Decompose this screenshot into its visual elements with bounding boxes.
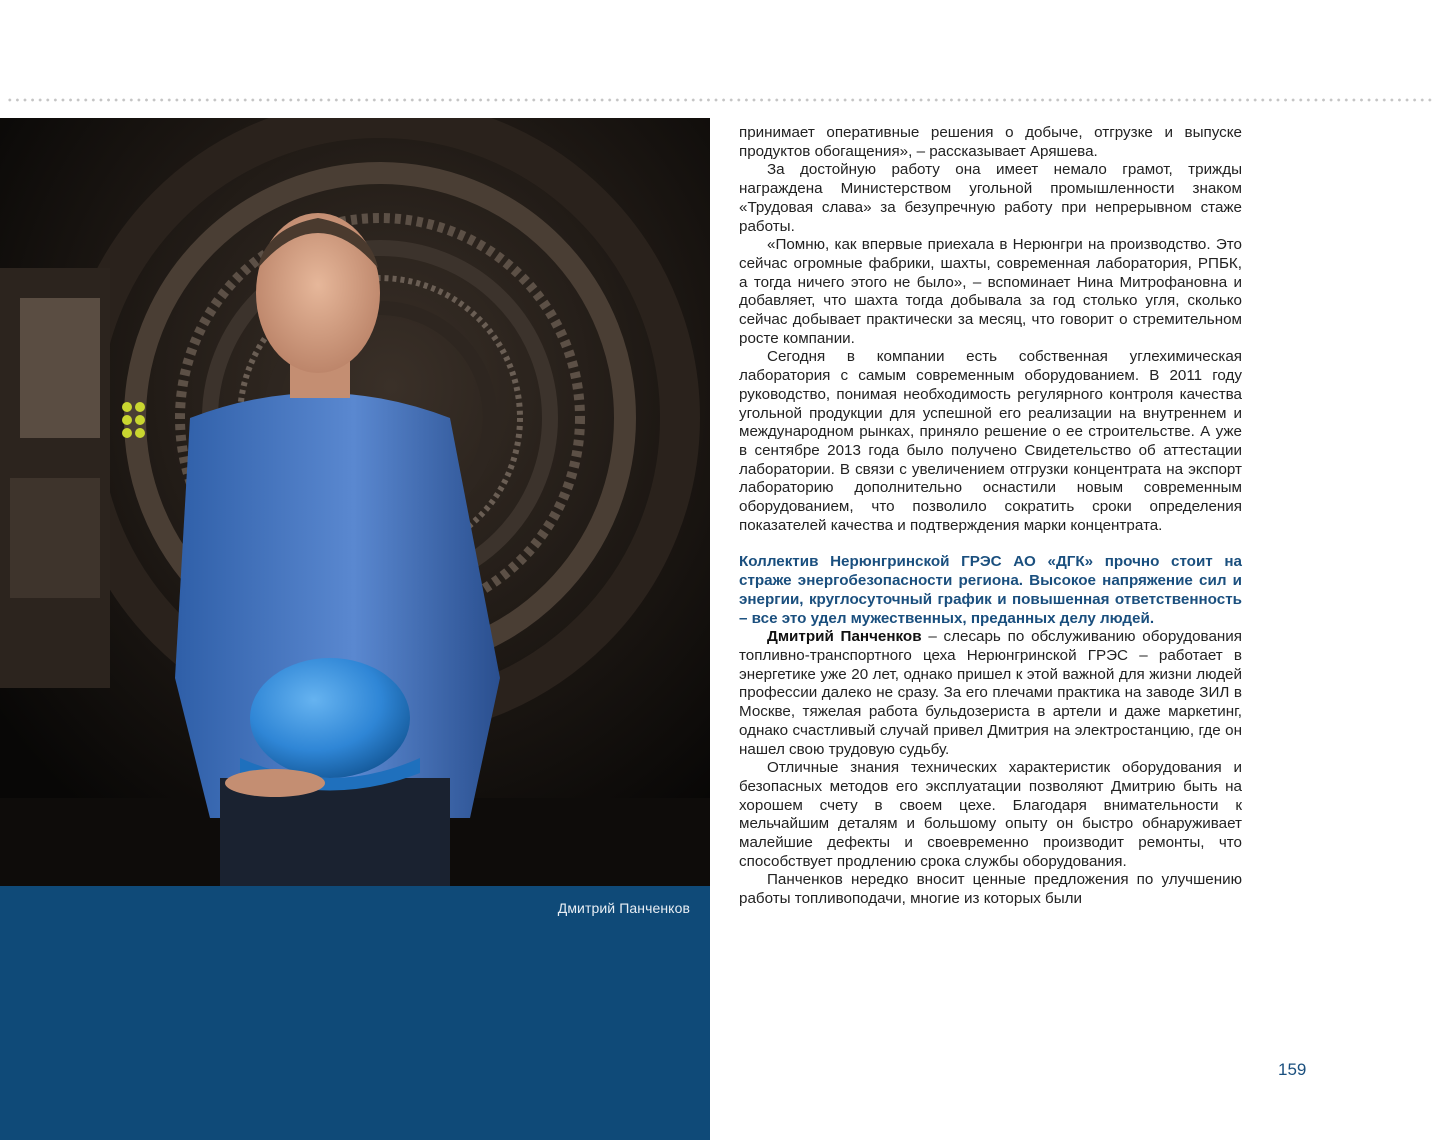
dotted-divider bbox=[6, 98, 1432, 102]
caption-panel bbox=[0, 886, 710, 1140]
paragraph: принимает оперативные решения о добыче, отгрузке и выпуске продуктов обогащения», – рассказывает Аряшева. bbox=[739, 124, 1242, 160]
paragraph: За достойную работу она имеет немало грамот, трижды награждена Министерством угольной промышленности знаком «Трудовая слава» за безупречную работу при непрерывном стаже работы. bbox=[739, 161, 1242, 235]
paragraph bbox=[739, 628, 1242, 759]
paragraph: Панченков нередко вносит ценные предложения по улучшению работы топливоподачи, многие из которых были bbox=[739, 871, 1242, 908]
article-text bbox=[739, 124, 1242, 909]
portrait-photo bbox=[0, 118, 710, 886]
paragraph: Отличные знания технических характеристик оборудования и безопасных методов его эксплуатации позволяют Дмитрию быть на хорошем счету в своем цехе. Благодаря внимательности к мельчайшим деталям и большому опыту он быстро обнаруживает малейшие дефекты и своевременно производит ремонты, что способствует продлению срока службы оборудования. bbox=[739, 759, 1242, 870]
paragraph-text: – слесарь по обслуживанию оборудования топливно-транспортного цеха Нерюнгринской ГРЭС – работает в энергетике уже 20 лет, однако пришел к этой важной для жизни людей профессии далеко не сразу. За его плечами практика на заводе ЗИЛ в Москве, тяжелая работа бульдозериста в артели и даже маркетинг, однако счастливый случай привел Дмитрия на электростанцию, где он нашел свою трудовую судьбу. bbox=[739, 628, 1242, 758]
person-name: Дмитрий Панченков bbox=[767, 628, 922, 646]
paragraph: «Помню, как впервые приехала в Нерюнгри на производство. Это сейчас огромные фабрики, шахты, современная лаборатория, РПБК, а тогда ничего этого не было», – вспоминает Нина Митрофановна и добавляет, что шахта тогда добывала за год столько угля, сколько сейчас добывает практически за месяц, что говорит о стремительном росте компании. bbox=[739, 236, 1242, 347]
lead-paragraph: Коллектив Нерюнгринской ГРЭС АО «ДГК» прочно стоит на страже энергобезопасности региона. Высокое напряжение сил и энергии, круглосуточный график и повышенная ответственность – все это удел мужественных, преданных делу людей. bbox=[739, 553, 1242, 627]
photo-caption: Дмитрий Панченков bbox=[557, 900, 690, 916]
paragraph: Сегодня в компании есть собственная углехимическая лаборатория с самым современным оборудованием. В 2011 году руководство, понимая необходимость регулярного контроля качества угольной продукции для успешной его реализации на внутреннем и международном рынках, приняло решение о ее строительстве. А уже в сентябре 2013 года было получено Свидетельство об аттестации лаборатории. В связи с увеличением отгрузки концентрата на экспорт лабораторию дополнительно оснастили новым современным оборудованием, что позволило сократить сроки определения показателей качества и подтверждения марки концентрата. bbox=[739, 348, 1242, 534]
page-number: 159 bbox=[1278, 1060, 1307, 1079]
